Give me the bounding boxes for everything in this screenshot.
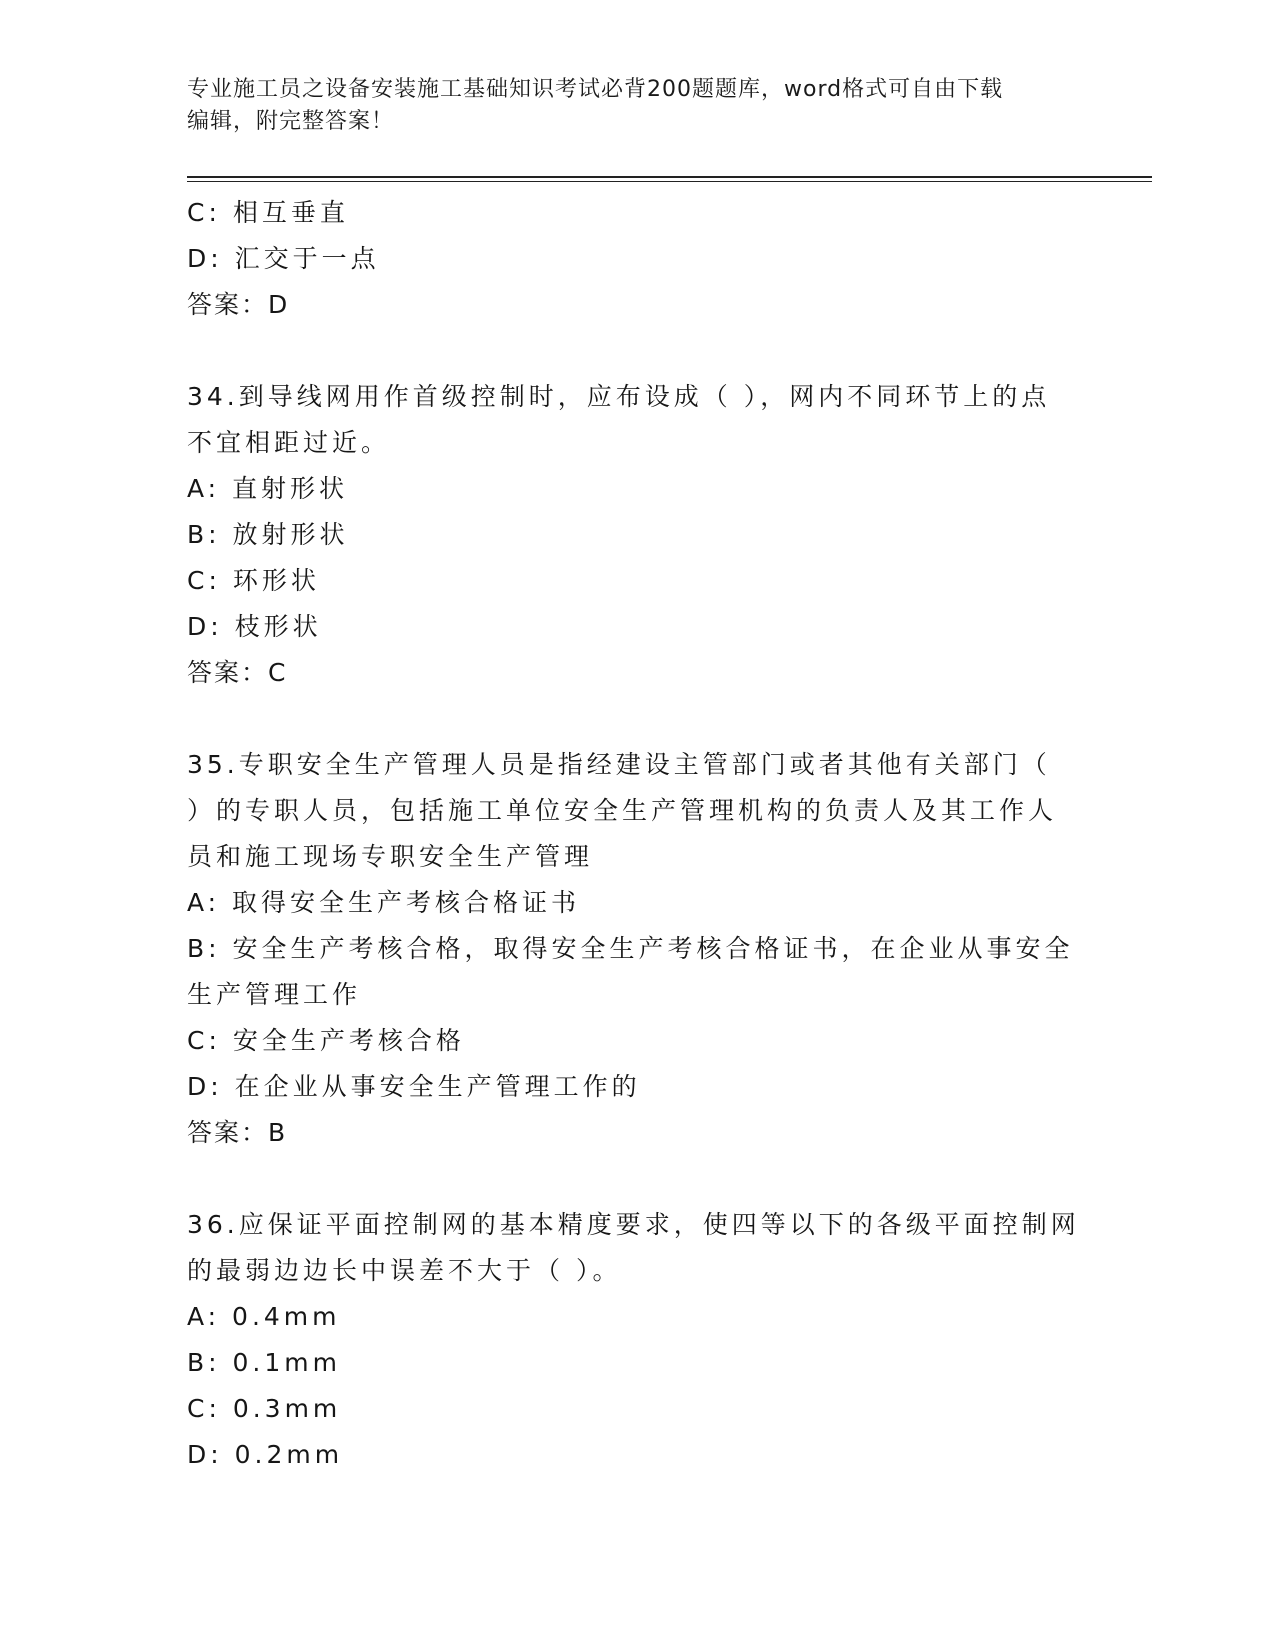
option-d: D: 枝形状 [187, 612, 322, 641]
option-b: B: 放射形状 [187, 520, 349, 549]
option-b: B: 0.1mm [187, 1348, 341, 1377]
option-d: D: 0.2mm [187, 1440, 344, 1469]
answer: 答案：C [187, 658, 288, 687]
question-list [187, 190, 1087, 1478]
header-line-1: 专业施工员之设备安装施工基础知识考试必背200题题库，word格式可自由下载 [187, 77, 1004, 102]
option-a: A: 直射形状 [187, 474, 349, 503]
option-c: C: 相互垂直 [187, 198, 349, 227]
question-text-line: 的最弱边边长中误差不大于（ ）。 [187, 1256, 622, 1285]
option-a: A: 0.4mm [187, 1302, 341, 1331]
question-text-line: 35.专职安全生产管理人员是指经建设主管部门或者其他有关部门（ [187, 750, 1051, 779]
question-text-line: 不宜相距过近。 [187, 428, 391, 457]
question-text-line: 员和施工现场专职安全生产管理 [187, 842, 594, 871]
option-c: C: 环形状 [187, 566, 320, 595]
question-34 [187, 374, 1087, 696]
header-line-2: 编辑，附完整答案！ [187, 109, 395, 134]
option-b: B: 安全生产考核合格，取得安全生产考核合格证书，在企业从事安全 [187, 934, 1074, 963]
option-a: A: 取得安全生产考核合格证书 [187, 888, 581, 917]
question-36 [187, 1202, 1087, 1478]
question-text-line: ）的专职人员，包括施工单位安全生产管理机构的负责人及其工作人 [187, 796, 1058, 825]
header-divider [187, 176, 1152, 182]
option-d: D: 在企业从事安全生产管理工作的 [187, 1072, 641, 1101]
question-35 [187, 742, 1087, 1156]
question-text-line: 36.应保证平面控制网的基本精度要求，使四等以下的各级平面控制网 [187, 1210, 1080, 1239]
answer: 答案：D [187, 290, 290, 319]
option-c: C: 安全生产考核合格 [187, 1026, 465, 1055]
document-header [187, 74, 1067, 138]
option-b-continued: 生产管理工作 [187, 980, 362, 1009]
option-c: C: 0.3mm [187, 1394, 342, 1423]
answer: 答案：B [187, 1118, 288, 1147]
question-text-line: 34.到导线网用作首级控制时，应布设成（ ），网内不同环节上的点 [187, 382, 1051, 411]
option-d: D: 汇交于一点 [187, 244, 380, 273]
